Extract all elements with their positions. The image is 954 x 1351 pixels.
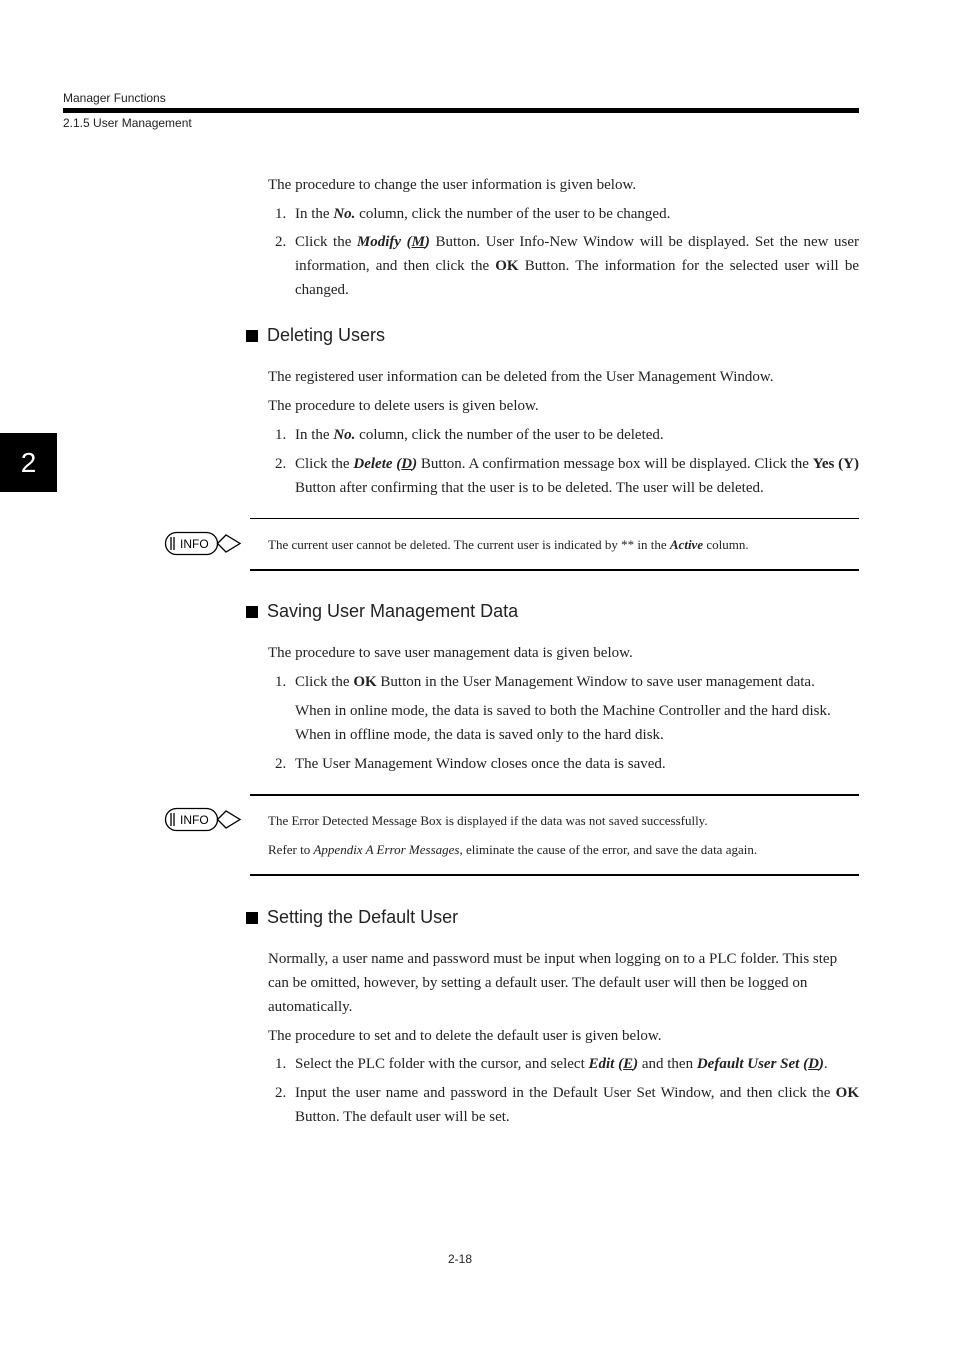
info-rule-bottom (250, 569, 859, 571)
step-number: 1. (275, 206, 287, 222)
page-number: 2-18 (448, 1252, 473, 1266)
heading-default-user (246, 907, 458, 928)
step-text: In the No. column, click the number of the user to be changed. (295, 206, 671, 222)
running-header-title: Manager Functions (63, 91, 166, 105)
default-user-step-2 (275, 1081, 859, 1129)
change-step-2 (275, 230, 859, 302)
step-text: Click the Delete (D) Button. A confirmation message box will be displayed. Click the Yes (Y) Button after confirming that the user is to be deleted. The user will be deleted. (295, 456, 859, 496)
saving-step-1-note: When in online mode, the data is saved to both the Machine Controller and the hard disk. When in offline mode, the data is saved only to the hard disk. (295, 703, 831, 743)
info-icon (164, 807, 244, 833)
info-note-deleting: The current user cannot be deleted. The current user is indicated by ** in the Active column. (268, 537, 749, 552)
heading-saving-data (246, 601, 518, 622)
step-text: Select the PLC folder with the cursor, and select Edit (E) and then Default User Set (D). (295, 1056, 828, 1072)
step-number: 2. (275, 756, 287, 772)
info-note-saving-line-2: Refer to Appendix A Error Messages, eliminate the cause of the error, and save the data again. (268, 842, 758, 857)
info-rule-top (250, 794, 859, 796)
step-number: 2. (275, 456, 287, 472)
heading-text: Deleting Users (267, 325, 386, 345)
step-text: The User Management Window closes once the data is saved. (295, 756, 666, 772)
deleting-step-1 (275, 423, 859, 447)
step-text: In the No. column, click the number of the user to be deleted. (295, 427, 664, 443)
default-user-paragraph-2: The procedure to set and to delete the default user is given below. (268, 1028, 662, 1044)
info-icon (164, 531, 244, 557)
header-rule (63, 108, 859, 113)
default-user-paragraph-1: Normally, a user name and password must be input when logging on to a PLC folder. This step can be omitted, however, by setting a default user. The default user will then be logged on automatically. (268, 951, 838, 1015)
saving-paragraph-1: The procedure to save user management data is given below. (268, 645, 633, 661)
info-icon-label: INFO (180, 537, 209, 551)
info-icon-label: INFO (180, 813, 209, 827)
info-rule-bottom (250, 874, 859, 876)
step-number: 2. (275, 1085, 287, 1101)
info-note-saving-line-1: The Error Detected Message Box is displayed if the data was not saved successfully. (268, 813, 708, 828)
running-header-section: 2.1.5 User Management (63, 116, 192, 130)
deleting-paragraph-1: The registered user information can be deleted from the User Management Window. (268, 369, 774, 385)
bullet-square-icon (246, 606, 258, 618)
default-user-step-1 (275, 1052, 859, 1076)
info-rule-top (250, 518, 859, 519)
saving-step-1 (275, 670, 859, 694)
step-number: 1. (275, 427, 287, 443)
heading-text: Saving User Management Data (267, 601, 519, 621)
heading-deleting-users (246, 325, 385, 346)
bullet-square-icon (246, 330, 258, 342)
deleting-paragraph-2: The procedure to delete users is given below. (268, 398, 539, 414)
bullet-square-icon (246, 912, 258, 924)
deleting-step-2 (275, 452, 859, 500)
chapter-tab (0, 433, 57, 492)
step-text: Click the OK Button in the User Management Window to save user management data. (295, 674, 815, 690)
step-number: 1. (275, 1056, 287, 1072)
chapter-number: 2 (20, 446, 37, 478)
heading-text: Setting the Default User (267, 907, 459, 927)
step-text: Input the user name and password in the Default User Set Window, and then click the OK Button. The default user will be set. (295, 1085, 859, 1125)
step-text: Click the Modify (M) Button. User Info-New Window will be displayed. Set the new user information, and then click the OK Button. The information for the selected user will be changed. (295, 234, 859, 298)
step-number: 2. (275, 234, 287, 250)
step-number: 1. (275, 674, 287, 690)
change-intro: The procedure to change the user information is given below. (268, 177, 637, 193)
saving-step-2 (275, 752, 859, 776)
change-step-1 (275, 202, 859, 226)
